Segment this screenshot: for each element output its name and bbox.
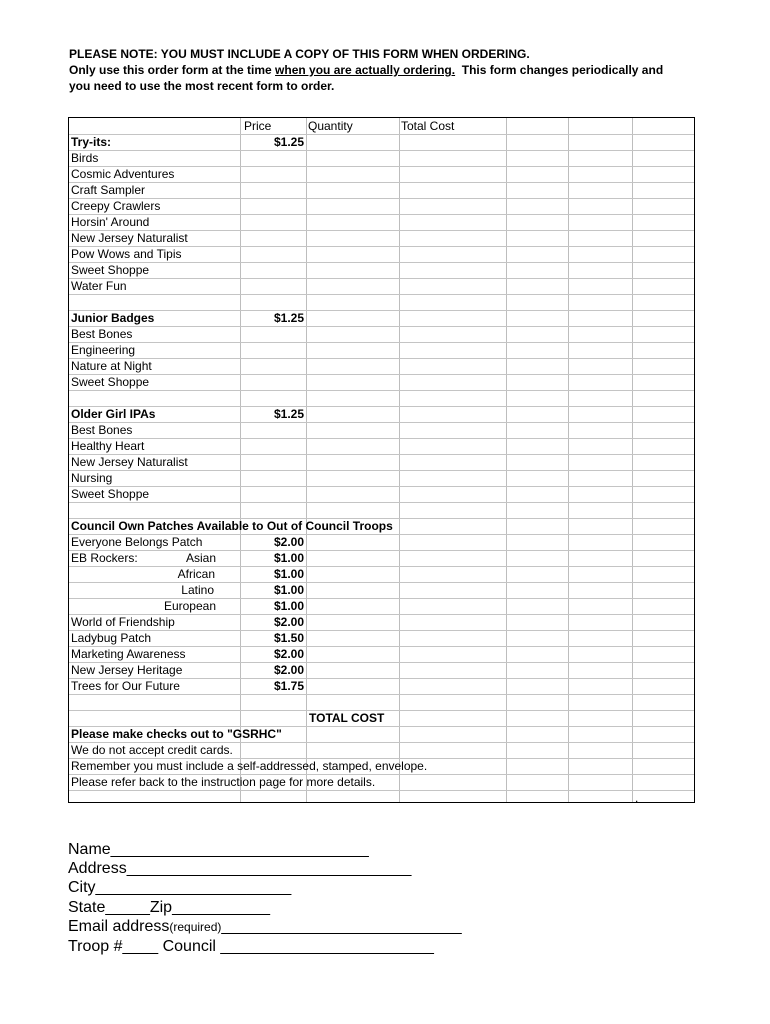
name-field[interactable]: Name_____________________________: [68, 841, 369, 858]
item-label: Asian: [185, 551, 216, 565]
grid-column-line: [632, 118, 633, 802]
section-title-try-its: Try-its:: [71, 135, 112, 149]
grid-row-line: [69, 342, 694, 343]
item-price: $1.00: [273, 599, 304, 613]
item-label: Horsin' Around: [71, 215, 150, 229]
notice-line-2: [69, 62, 709, 78]
item-label: Sweet Shoppe: [71, 375, 150, 389]
grid-column-line: [399, 118, 400, 802]
grid-row-line: [69, 262, 694, 263]
item-price: $1.00: [273, 583, 304, 597]
price-try-its: $1.25: [273, 135, 304, 149]
state-zip-field[interactable]: State_____Zip___________: [68, 898, 270, 916]
item-label: Water Fun: [71, 279, 127, 293]
grid-row-line: [69, 134, 694, 135]
order-notice: [69, 46, 709, 94]
item-price: $1.50: [273, 631, 304, 645]
section-title-older-girl: Older Girl IPAs: [71, 407, 156, 421]
grid-row-line: [69, 358, 694, 359]
item-label: Cosmic Adventures: [71, 167, 175, 181]
item-label: Creepy Crawlers: [71, 199, 161, 213]
item-label: Marketing Awareness: [71, 647, 186, 661]
item-label: Pow Wows and Tipis: [71, 247, 182, 261]
grid-row-line: [69, 790, 694, 791]
notice-line-2-end: This form changes periodically and: [455, 63, 664, 77]
email-required-note: (required): [169, 919, 222, 934]
notice-line-2-start: Only use this order form at the time: [69, 63, 276, 77]
header-price: Price: [244, 119, 272, 133]
grid-row-line: [69, 486, 694, 487]
order-form-table: [68, 117, 695, 803]
grid-row-line: [69, 422, 694, 423]
grid-row-line: [69, 502, 694, 503]
header-total-cost: Total Cost: [401, 119, 455, 133]
grid-row-line: [69, 294, 694, 295]
item-label: World of Friendship: [71, 615, 175, 629]
item-label: Craft Sampler: [71, 183, 146, 197]
contact-info-section: [68, 840, 462, 956]
grid-row-line: [69, 470, 694, 471]
price-junior-badges: $1.25: [273, 311, 304, 325]
item-label: New Jersey Heritage: [71, 663, 183, 677]
grid-row-line: [69, 182, 694, 183]
grid-column-line: [506, 118, 507, 802]
item-label: Sweet Shoppe: [71, 487, 150, 501]
item-label: Trees for Our Future: [71, 679, 180, 693]
grid-row-line: [69, 390, 694, 391]
item-price: $2.00: [273, 647, 304, 661]
item-label: Sweet Shoppe: [71, 263, 150, 277]
notice-line-3: you need to use the most recent form to order.: [69, 79, 335, 93]
item-label: New Jersey Naturalist: [71, 455, 188, 469]
item-label: Engineering: [71, 343, 136, 357]
city-field[interactable]: City______________________: [68, 879, 292, 897]
grid-row-line: [69, 694, 694, 695]
item-price: $1.00: [273, 551, 304, 565]
note-instructions: Please refer back to the instruction page for more details.: [71, 775, 376, 789]
item-price: $1.00: [273, 567, 304, 581]
item-price: $2.00: [273, 535, 304, 549]
note-envelope: Remember you must include a self-addressed, stamped, envelope.: [71, 759, 428, 773]
troop-council-field[interactable]: Troop #____ Council ________________________: [68, 938, 434, 956]
notice-underlined-text: when you are actually ordering.: [275, 63, 456, 77]
grid-row-line: [69, 374, 694, 375]
checks-payable-note: Please make checks out to "GSRHC": [71, 727, 282, 741]
grid-row-line: [69, 326, 694, 327]
item-price: $2.00: [273, 615, 304, 629]
grid-row-line: [69, 630, 694, 631]
item-label: Everyone Belongs Patch: [71, 535, 203, 549]
item-label: Latino: [181, 583, 214, 597]
item-label: Best Bones: [71, 327, 133, 341]
email-blank[interactable]: ___________________________: [221, 917, 462, 935]
email-label: Email address: [68, 917, 170, 935]
total-cost-label: TOTAL COST: [309, 711, 385, 725]
stray-dot: .: [635, 791, 639, 805]
grid-column-line: [568, 118, 569, 802]
grid-row-line: [69, 150, 694, 151]
grid-column-line: [240, 118, 241, 802]
item-price: $1.75: [273, 679, 304, 693]
item-label: New Jersey Naturalist: [71, 231, 188, 245]
price-older-girl: $1.25: [273, 407, 304, 421]
item-label: Healthy Heart: [71, 439, 145, 453]
email-field[interactable]: [68, 917, 462, 937]
grid-row-line: [69, 310, 694, 311]
item-label: Best Bones: [71, 423, 133, 437]
item-label: Nursing: [71, 471, 113, 485]
grid-row-line: [69, 278, 694, 279]
note-credit-cards: We do not accept credit cards.: [71, 743, 233, 757]
header-quantity: Quantity: [308, 119, 353, 133]
grid-column-line: [306, 118, 307, 802]
address-field[interactable]: Address________________________________: [68, 860, 412, 878]
item-label: Birds: [71, 151, 99, 165]
grid-row-line: [69, 406, 694, 407]
grid-row-line: [69, 214, 694, 215]
item-label: European: [163, 599, 216, 613]
item-label: Nature at Night: [71, 359, 152, 373]
grid-row-line: [69, 198, 694, 199]
item-label: Ladybug Patch: [71, 631, 152, 645]
item-price: $2.00: [273, 663, 304, 677]
eb-rockers-label: EB Rockers:: [71, 551, 138, 565]
grid-row-line: [69, 438, 694, 439]
notice-line-1: PLEASE NOTE: YOU MUST INCLUDE A COPY OF THIS FORM WHEN ORDERING.: [69, 47, 530, 61]
section-title-council: Council Own Patches Available to Out of Council Troops: [71, 519, 393, 533]
section-title-junior-badges: Junior Badges: [71, 311, 155, 325]
item-label: African: [177, 567, 215, 581]
